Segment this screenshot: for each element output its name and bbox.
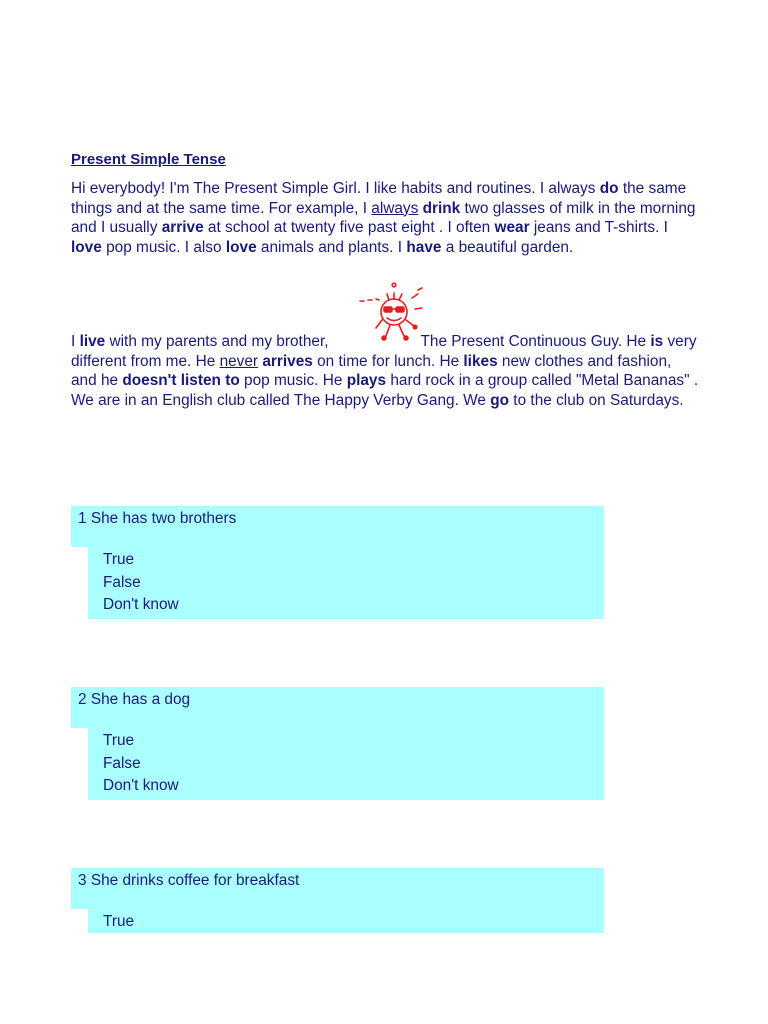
answer-options (88, 547, 604, 619)
text-run: The Present Continuous Guy. He (420, 333, 651, 350)
answer-false[interactable]: False (103, 573, 141, 591)
emphasized-verb: wear (494, 219, 530, 236)
text-run: on time for lunch. He (312, 352, 464, 370)
text-run: the same things and at the same time. For example, I (71, 180, 687, 217)
underlined-adverb: never (219, 352, 259, 370)
text-run: new clothes and fashion, and he (71, 352, 672, 389)
text-run: two glasses of milk in the morning and I usually (71, 199, 696, 236)
text-run: pop music. I also (101, 238, 226, 256)
question-text: 1 She has two brothers (71, 506, 604, 547)
text-run: very different from me. He (71, 333, 697, 370)
quiz-question-1 (71, 506, 604, 619)
emphasized-verb: doesn't listen to (122, 372, 240, 389)
answer-dont-know[interactable]: Don't know (103, 777, 179, 795)
text-run: at school at twenty five past eight . I often (203, 219, 495, 236)
quiz-question-3 (71, 868, 604, 933)
quiz-question-2 (71, 687, 604, 800)
text-run: with my parents and my brother, (105, 333, 329, 350)
text-run: animals and plants. I (256, 238, 407, 256)
answer-options (88, 909, 604, 933)
emphasized-verb: likes (463, 352, 498, 370)
brother-paragraph (71, 332, 701, 410)
text-run: jeans and T-shirts. I (529, 219, 668, 236)
emphasized-verb: have (406, 238, 442, 256)
emphasized-verb: go (490, 391, 510, 409)
emphasized-verb: do (599, 180, 619, 197)
answer-dont-know[interactable]: Don't know (103, 596, 179, 614)
text-run: a beautiful garden. (441, 238, 574, 256)
answer-true[interactable]: True (103, 551, 135, 568)
emphasized-verb: is (650, 333, 664, 350)
text-run: Hi everybody! I'm The Present Simple Girl. I like habits and routines. I always (71, 180, 600, 197)
question-text: 3 She drinks coffee for breakfast (71, 868, 604, 909)
answer-options (88, 728, 604, 800)
emphasized-verb: live (79, 333, 106, 350)
text-run: to the club on Saturdays. (509, 391, 684, 409)
text-run: hard rock in a group called "Metal Bananas" . We are in an English club called The Happy Verby Gang. We (71, 372, 699, 409)
emphasized-verb: love (71, 238, 102, 256)
emphasized-verb: drink (422, 199, 461, 217)
emphasized-verb: arrives (262, 352, 313, 370)
underlined-adverb: always (371, 199, 419, 217)
emphasized-verb: plays (346, 372, 387, 389)
answer-true[interactable]: True (103, 913, 135, 930)
question-text: 2 She has a dog (71, 687, 604, 728)
emphasized-verb: love (225, 238, 257, 256)
intro-paragraph (71, 179, 701, 257)
emphasized-verb: arrive (161, 219, 204, 236)
text-run: I (71, 333, 80, 350)
text-run: pop music. He (239, 372, 347, 389)
answer-true[interactable]: True (103, 732, 135, 749)
answer-false[interactable]: False (103, 754, 141, 772)
page-title: Present Simple Tense (71, 151, 226, 168)
